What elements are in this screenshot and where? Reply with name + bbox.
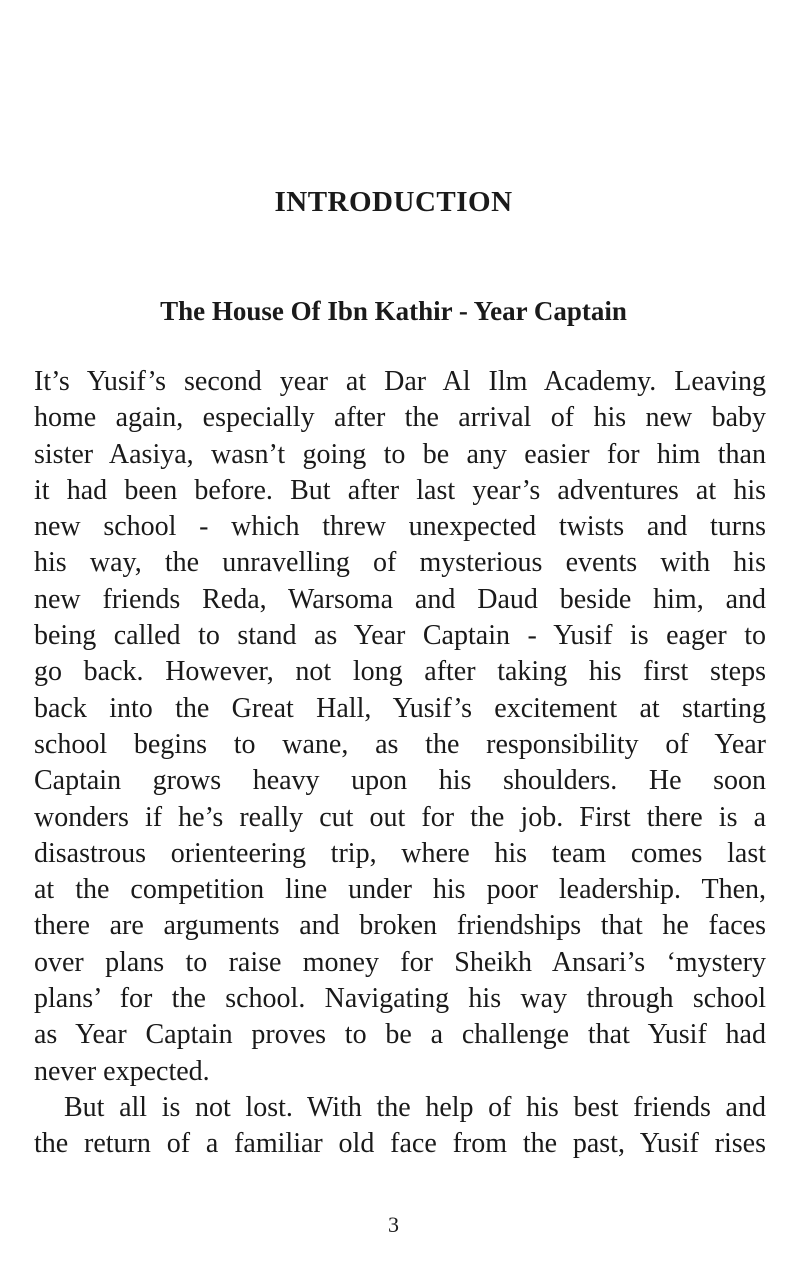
body-text	[34, 364, 766, 1163]
text-line: go back. However, not long after taking his first steps	[34, 656, 766, 688]
text-line: there are arguments and broken friendships that he faces	[34, 910, 766, 942]
text-line: Captain grows heavy upon his shoulders. He soon	[34, 765, 766, 797]
text-line: being called to stand as Year Captain - Yusif is eager to	[34, 620, 766, 652]
text-line: over plans to raise money for Sheikh Ansari’s ‘mystery	[34, 946, 766, 978]
chapter-title: INTRODUCTION	[274, 186, 513, 218]
text-line: new school - which threw unexpected twists and turns	[34, 511, 766, 543]
text-line: plans’ for the school. Navigating his way through school	[34, 983, 766, 1015]
text-line: school begins to wane, as the responsibility of Year	[34, 728, 766, 760]
text-line: back into the Great Hall, Yusif’s excitement at starting	[34, 692, 766, 724]
text-line: the return of a familiar old face from the past, Yusif rises	[34, 1128, 766, 1160]
text-line: But all is not lost. With the help of his best friends and	[64, 1091, 766, 1123]
paragraph-1	[34, 364, 766, 1090]
text-line: at the competition line under his poor leadership. Then,	[34, 874, 766, 906]
text-line: home again, especially after the arrival of his new baby	[34, 402, 766, 434]
text-line: his way, the unravelling of mysterious events with his	[34, 547, 766, 579]
text-line: wonders if he’s really cut out for the job. First there is a	[34, 801, 766, 833]
text-line: It’s Yusif’s second year at Dar Al Ilm Academy. Leaving	[34, 366, 766, 397]
page-number: 3	[388, 1212, 399, 1237]
text-line: new friends Reda, Warsoma and Daud beside him, and	[34, 583, 766, 615]
text-line: it had been before. But after last year’s adventures at his	[34, 474, 766, 506]
paragraph-2	[34, 1090, 766, 1163]
text-line: never expected.	[34, 1055, 210, 1087]
text-line: disastrous orienteering trip, where his team comes last	[34, 837, 766, 869]
text-line: sister Aasiya, wasn’t going to be any easier for him than	[34, 438, 766, 470]
section-subtitle: The House Of Ibn Kathir - Year Captain	[160, 296, 627, 326]
text-line: as Year Captain proves to be a challenge that Yusif had	[34, 1019, 766, 1051]
